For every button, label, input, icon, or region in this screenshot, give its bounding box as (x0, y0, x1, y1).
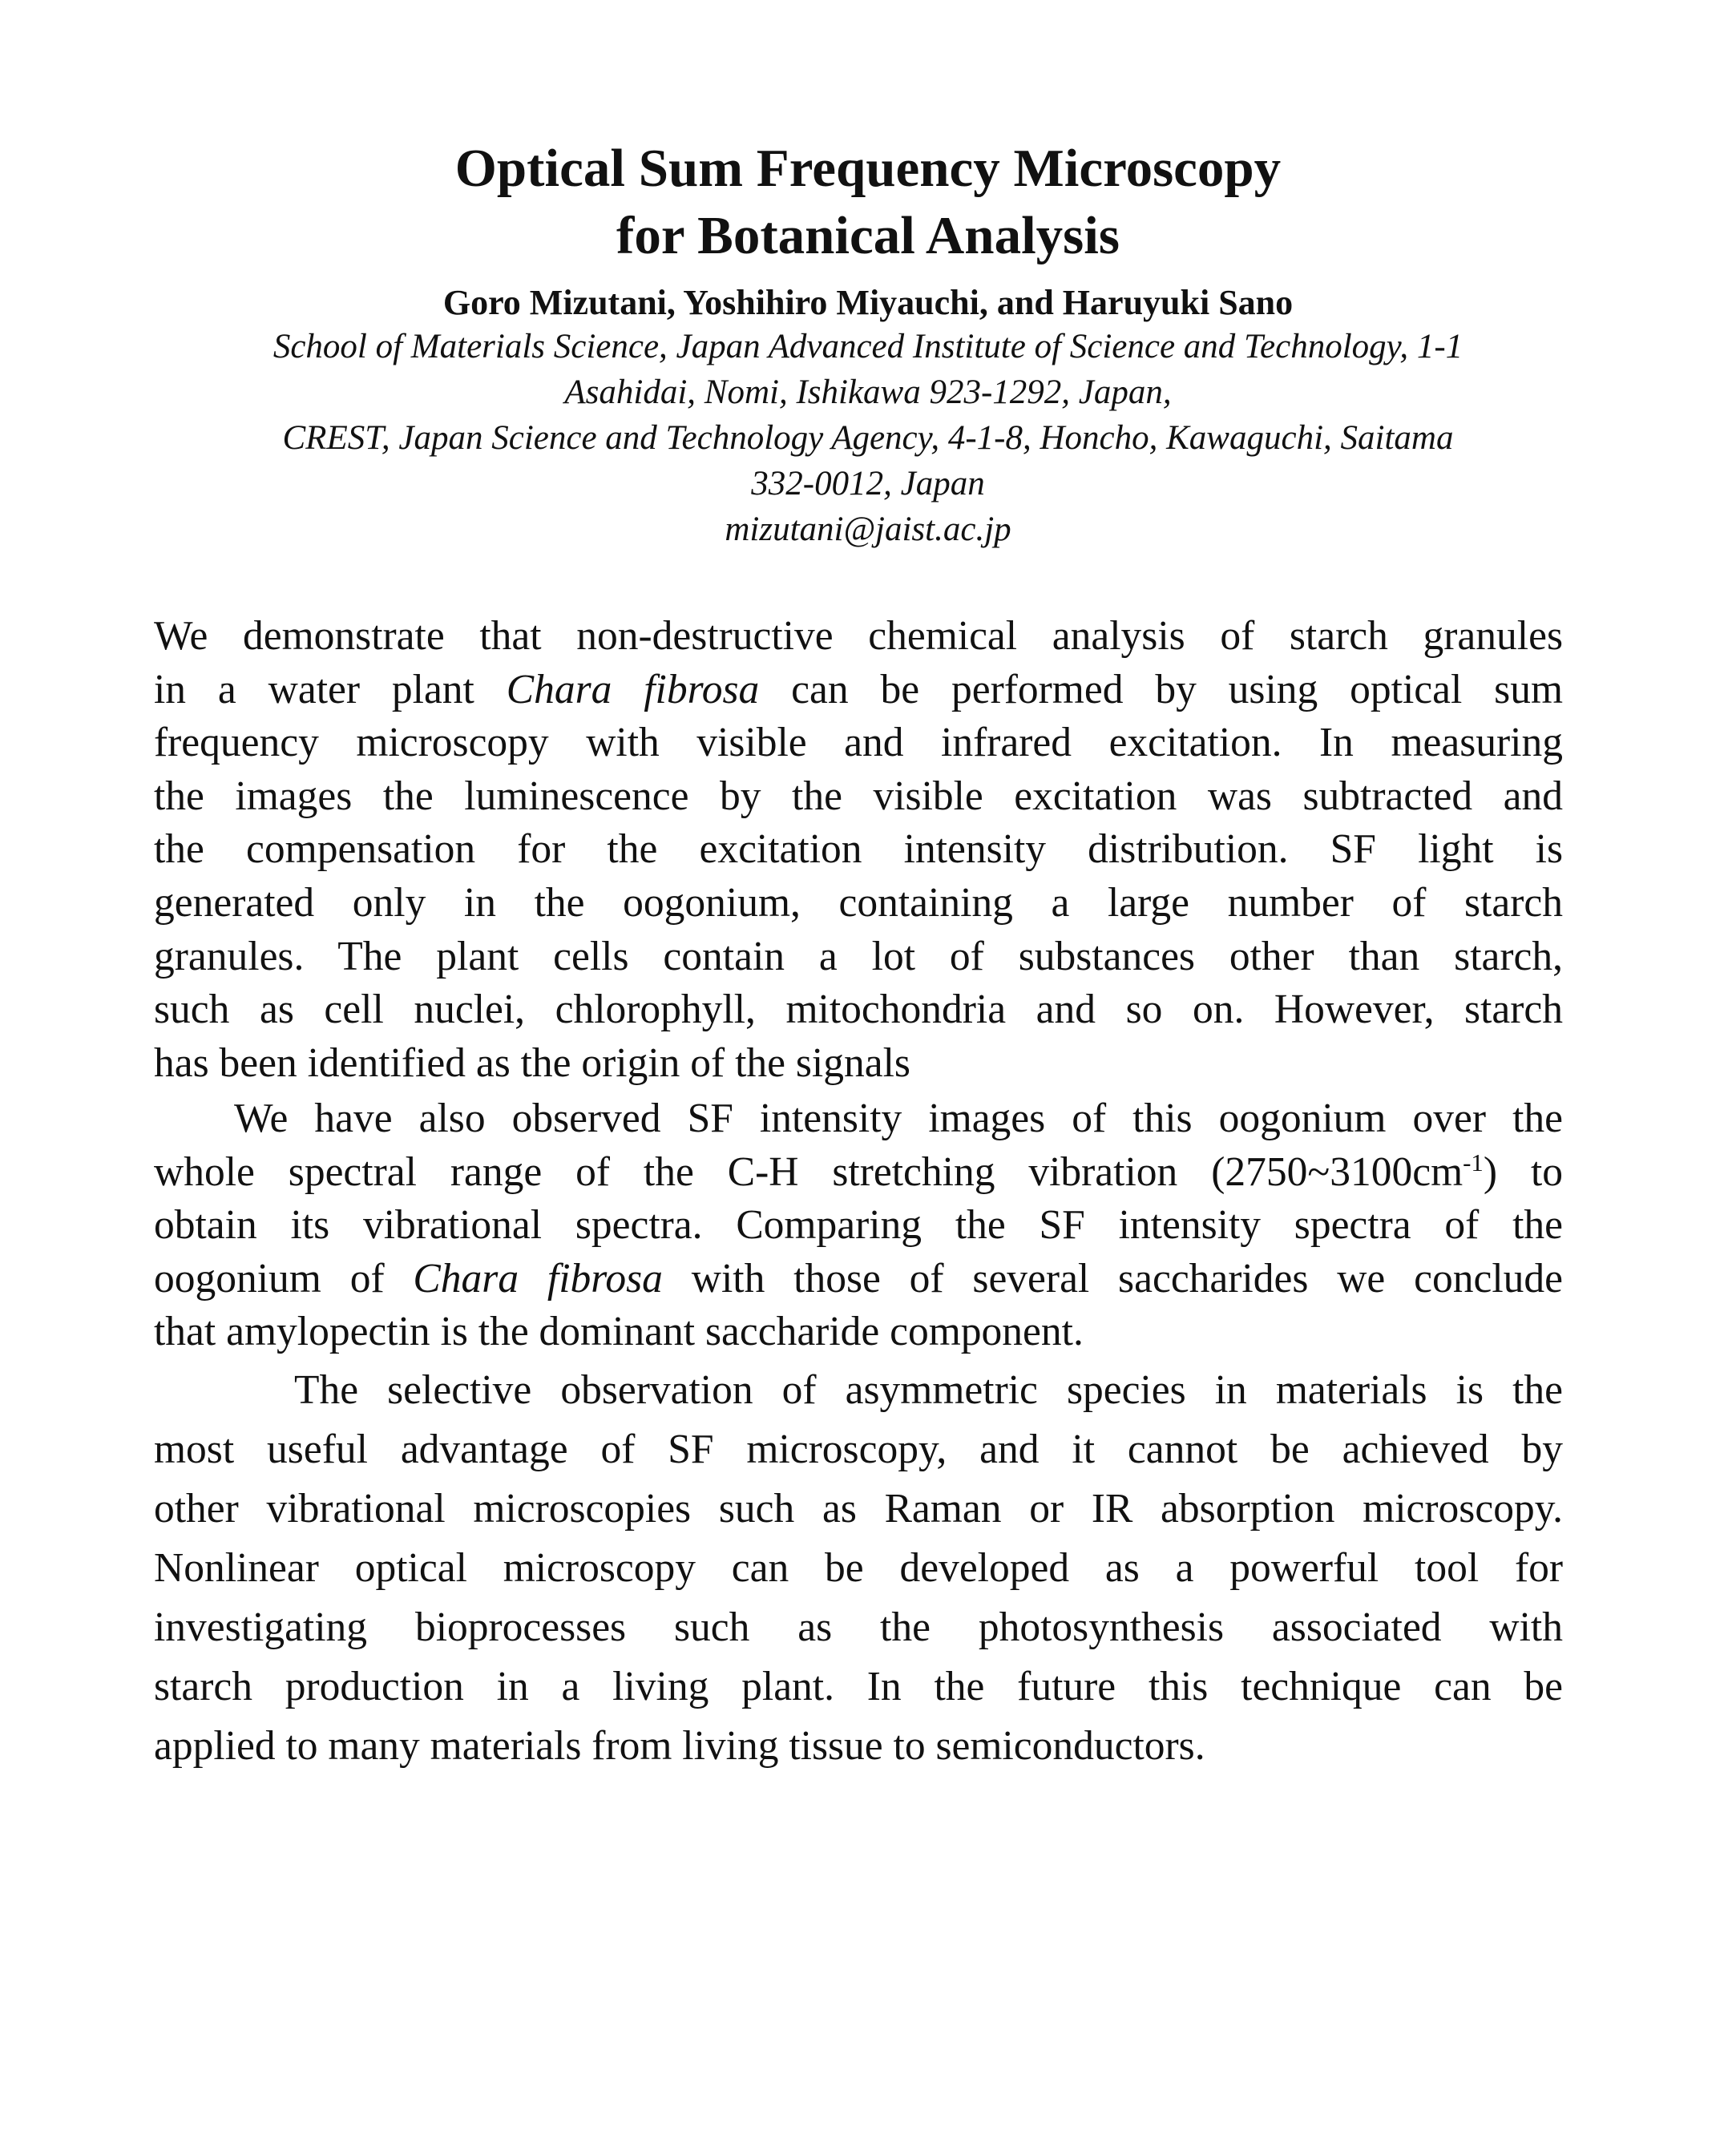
text-line: applied to many materials from living tissue to semiconductors. (154, 1723, 1205, 1769)
text-fragment: ) to (1483, 1148, 1563, 1195)
contact-email: mizutani@jaist.ac.jp (725, 511, 1011, 548)
affiliation-line: 332-0012, Japan (751, 465, 985, 502)
text-line (154, 664, 1563, 717)
text-fragment: oogonium of (154, 1255, 414, 1302)
title-line-2: for Botanical Analysis (616, 206, 1120, 265)
text-line: the images the luminescence by the visible excitation was subtracted and (154, 773, 1563, 819)
abstract-paragraph-3 (154, 1361, 1563, 1776)
species-name: Chara fibrosa (413, 1255, 663, 1302)
text-line: We demonstrate that non-destructive chemical analysis of starch granules (154, 613, 1563, 659)
superscript: -1 (1463, 1148, 1484, 1176)
abstract-paragraph-1 (154, 610, 1563, 1090)
text-line: such as cell nuclei, chlorophyll, mitochondria and so on. However, starch (154, 987, 1563, 1033)
text-line: Nonlinear optical microscopy can be developed as a powerful tool for (154, 1545, 1563, 1591)
text-line: most useful advantage of SF microscopy, and it cannot be achieved by (154, 1427, 1563, 1472)
text-line (154, 1253, 1563, 1306)
text-line: generated only in the oogonium, containing a large number of starch (154, 879, 1563, 926)
title-line-1: Optical Sum Frequency Microscopy (454, 139, 1282, 198)
affiliation-block (0, 324, 1736, 552)
text-fragment: can be performed by using optical sum (759, 666, 1564, 712)
text-line: the compensation for the excitation intensity distribution. SF light is (154, 826, 1563, 873)
author-list: Goro Mizutani, Yoshihiro Miyauchi, and Haruyuki Sano (442, 283, 1294, 322)
text-line: that amylopectin is the dominant saccharide component. (154, 1309, 1084, 1355)
text-fragment: whole spectral range of the C-H stretching vibration (2750~3100cm (154, 1148, 1463, 1195)
text-line: investigating bioprocesses such as the photosynthesis associated with (154, 1604, 1563, 1650)
affiliation-line: CREST, Japan Science and Technology Agency, 4-1-8, Honcho, Kawaguchi, Saitama (282, 419, 1454, 457)
text-line: obtain its vibrational spectra. Comparing the SF intensity spectra of the (154, 1202, 1563, 1249)
abstract-paragraph-2 (154, 1092, 1563, 1359)
text-line: granules. The plant cells contain a lot of substances other than starch, (154, 933, 1563, 979)
text-line: We have also observed SF intensity images of this oogonium over the (234, 1096, 1563, 1141)
text-fragment: in a water plant (154, 666, 507, 712)
text-line: other vibrational microscopies such as Raman or IR absorption microscopy. (154, 1486, 1563, 1532)
text-line: has been identified as the origin of the signals (154, 1039, 910, 1086)
text-line: starch production in a living plant. In the future this technique can be (154, 1664, 1563, 1709)
text-line: frequency microscopy with visible and infrared excitation. In measuring (154, 720, 1563, 766)
text-line (154, 1146, 1563, 1200)
affiliation-line: School of Materials Science, Japan Advanced Institute of Science and Technology, 1-1 (273, 328, 1463, 365)
text-fragment: with those of several saccharides we conclude (662, 1255, 1563, 1302)
paper-title (0, 135, 1736, 269)
affiliation-line: Asahidai, Nomi, Ishikawa 923-1292, Japan, (564, 373, 1172, 411)
text-line: The selective observation of asymmetric species in materials is the (294, 1367, 1563, 1413)
species-name: Chara fibrosa (506, 666, 760, 712)
